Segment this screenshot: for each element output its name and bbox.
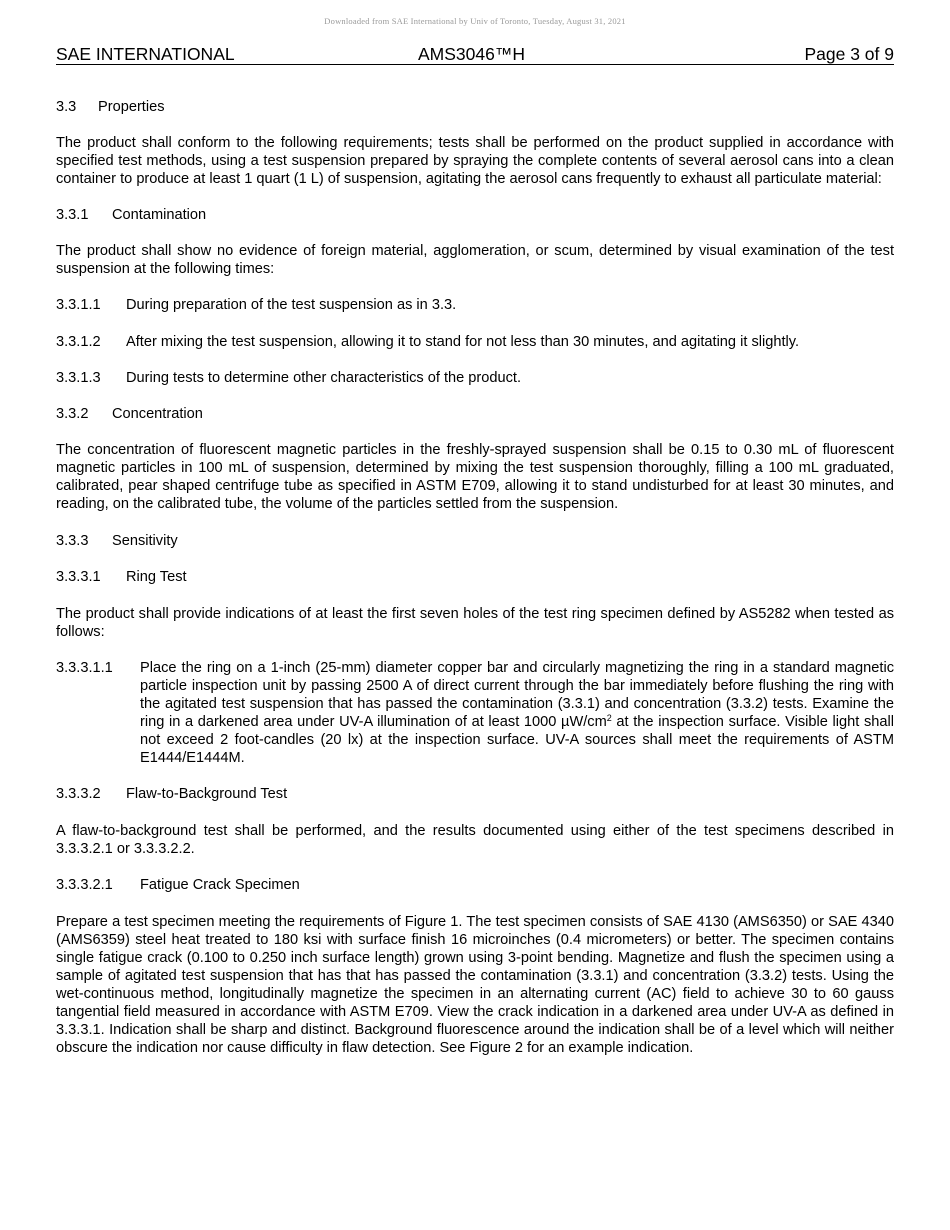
document-body <box>56 98 894 1057</box>
section-heading-3-3-2 <box>56 405 894 423</box>
list-item-3-3-1-3 <box>56 369 894 387</box>
section-number: 3.3.3.2 <box>56 786 101 802</box>
item-text: During tests to determine other characteristics of the product. <box>126 370 522 386</box>
section-title: Sensitivity <box>112 533 178 549</box>
superscript: 2 <box>606 713 612 723</box>
section-heading-3-3 <box>56 98 894 116</box>
header-organization: SAE INTERNATIONAL <box>56 44 235 64</box>
item-number: 3.3.1.1 <box>56 297 101 313</box>
section-number: 3.3.3.2.1 <box>56 877 113 893</box>
section-title: Fatigue Crack Specimen <box>140 877 300 893</box>
section-heading-3-3-3-2 <box>56 785 894 803</box>
download-watermark: Downloaded from SAE International by Univ of Toronto, Tuesday, August 31, 2021 <box>324 16 626 26</box>
list-item-3-3-1-2 <box>56 333 894 351</box>
section-heading-3-3-3 <box>56 532 894 550</box>
paragraph-3-3: The product shall conform to the following requirements; tests shall be performed on the product supplied in accordance with specified test methods, using a test suspension prepared by spraying the complete contents of several aerosol cans into a clean container to produce at least 1 quart (1 L) of suspension, agitating the aerosol cans frequently to exhaust all particulate material: <box>56 135 894 187</box>
paragraph-3-3-3-2: A flaw-to-background test shall be performed, and the results documented using either of the test specimens described in 3.3.3.2.1 or 3.3.3.2.2. <box>56 823 894 857</box>
section-number: 3.3.3.1 <box>56 569 101 585</box>
item-number: 3.3.1.3 <box>56 370 101 386</box>
page-header <box>56 44 894 65</box>
item-text-part-1: Place the ring on a 1-inch (25-mm) diameter copper bar and circularly magnetizing the ring in a standard magnetic particle inspection unit by passing 2500 A of direct current through the bar immediately before flushing the ring with the agitated test suspension that has passed the contamination (3.3.1) and concentration (3.3.2) tests. Examine the ring in a darkened area under UV-A illumination of at least 1000 µW/cm <box>140 660 894 730</box>
section-title: Ring Test <box>126 569 187 585</box>
section-heading-3-3-3-1 <box>56 568 894 586</box>
item-text: During preparation of the test suspension as in 3.3. <box>126 297 457 313</box>
section-title: Flaw-to-Background Test <box>126 786 288 802</box>
section-title: Properties <box>98 99 165 115</box>
section-number: 3.3.1 <box>56 207 89 223</box>
section-number: 3.3.3 <box>56 533 89 549</box>
section-title: Concentration <box>112 406 203 422</box>
item-text-part-2: at the inspection surface. Visible light shall not exceed 2 foot-candles (20 lx) at the inspection surface. UV-A sources shall meet the requirements of ASTM E1444/E1444M. <box>140 714 894 766</box>
item-text: After mixing the test suspension, allowing it to stand for not less than 30 minutes, and agitating it slightly. <box>126 334 800 350</box>
section-number: 3.3.2 <box>56 406 89 422</box>
paragraph-3-3-1: The product shall show no evidence of foreign material, agglomeration, or scum, determined by visual examination of the test suspension at the following times: <box>56 243 894 277</box>
list-item-3-3-1-1 <box>56 296 894 314</box>
section-heading-3-3-1 <box>56 206 894 224</box>
item-text <box>140 659 894 767</box>
section-number: 3.3 <box>56 99 77 115</box>
item-number: 3.3.3.1.1 <box>56 660 113 676</box>
header-page-number: Page 3 of 9 <box>804 44 894 64</box>
section-title: Contamination <box>112 207 207 223</box>
item-number: 3.3.1.2 <box>56 334 101 350</box>
paragraph-3-3-3-1: The product shall provide indications of at least the first seven holes of the test ring specimen defined by AS5282 when tested as follows: <box>56 606 894 640</box>
paragraph-3-3-3-2-1: Prepare a test specimen meeting the requirements of Figure 1. The test specimen consists of SAE 4130 (AMS6350) or SAE 4340 (AMS6359) steel heat treated to 180 ksi with surface finish 16 microinches (0.4 micrometers) or better. The specimen contains single fatigue crack (0.100 to 0.250 inch surface length) grown using 3-point bending. Magnetize and flush the specimen using a sample of agitated test suspension that has that has passed the contamination (3.3.1) and concentration (3.3.2) tests. Using the wet-continuous method, longitudinally magnetize the specimen in an alternating current (AC) field to achieve 30 to 60 gauss tangential field measured in accordance with ASTM E709. View the crack indication in a darkened area under UV-A as defined in 3.3.3.1. Indication shall be sharp and distinct. Background fluorescence around the indication shall be of a level which will neither obscure the indication nor cause difficulty in flaw detection. See Figure 2 for an example indication. <box>56 914 894 1056</box>
paragraph-3-3-2: The concentration of fluorescent magnetic particles in the freshly-sprayed suspension shall be 0.15 to 0.30 mL of fluorescent magnetic particles in 100 mL of suspension, determined by mixing the test suspension thoroughly, filling a 100 mL graduated, calibrated, pear shaped centrifuge tube as specified in ASTM E709, allowing it to stand undisturbed for at least 30 minutes, and reading, on the calibrated tube, the volume of the particles settled from the suspension. <box>56 442 894 512</box>
header-document-id: AMS3046™H <box>418 44 525 64</box>
section-heading-3-3-3-2-1 <box>56 876 894 894</box>
list-item-3-3-3-1-1 <box>56 659 894 767</box>
